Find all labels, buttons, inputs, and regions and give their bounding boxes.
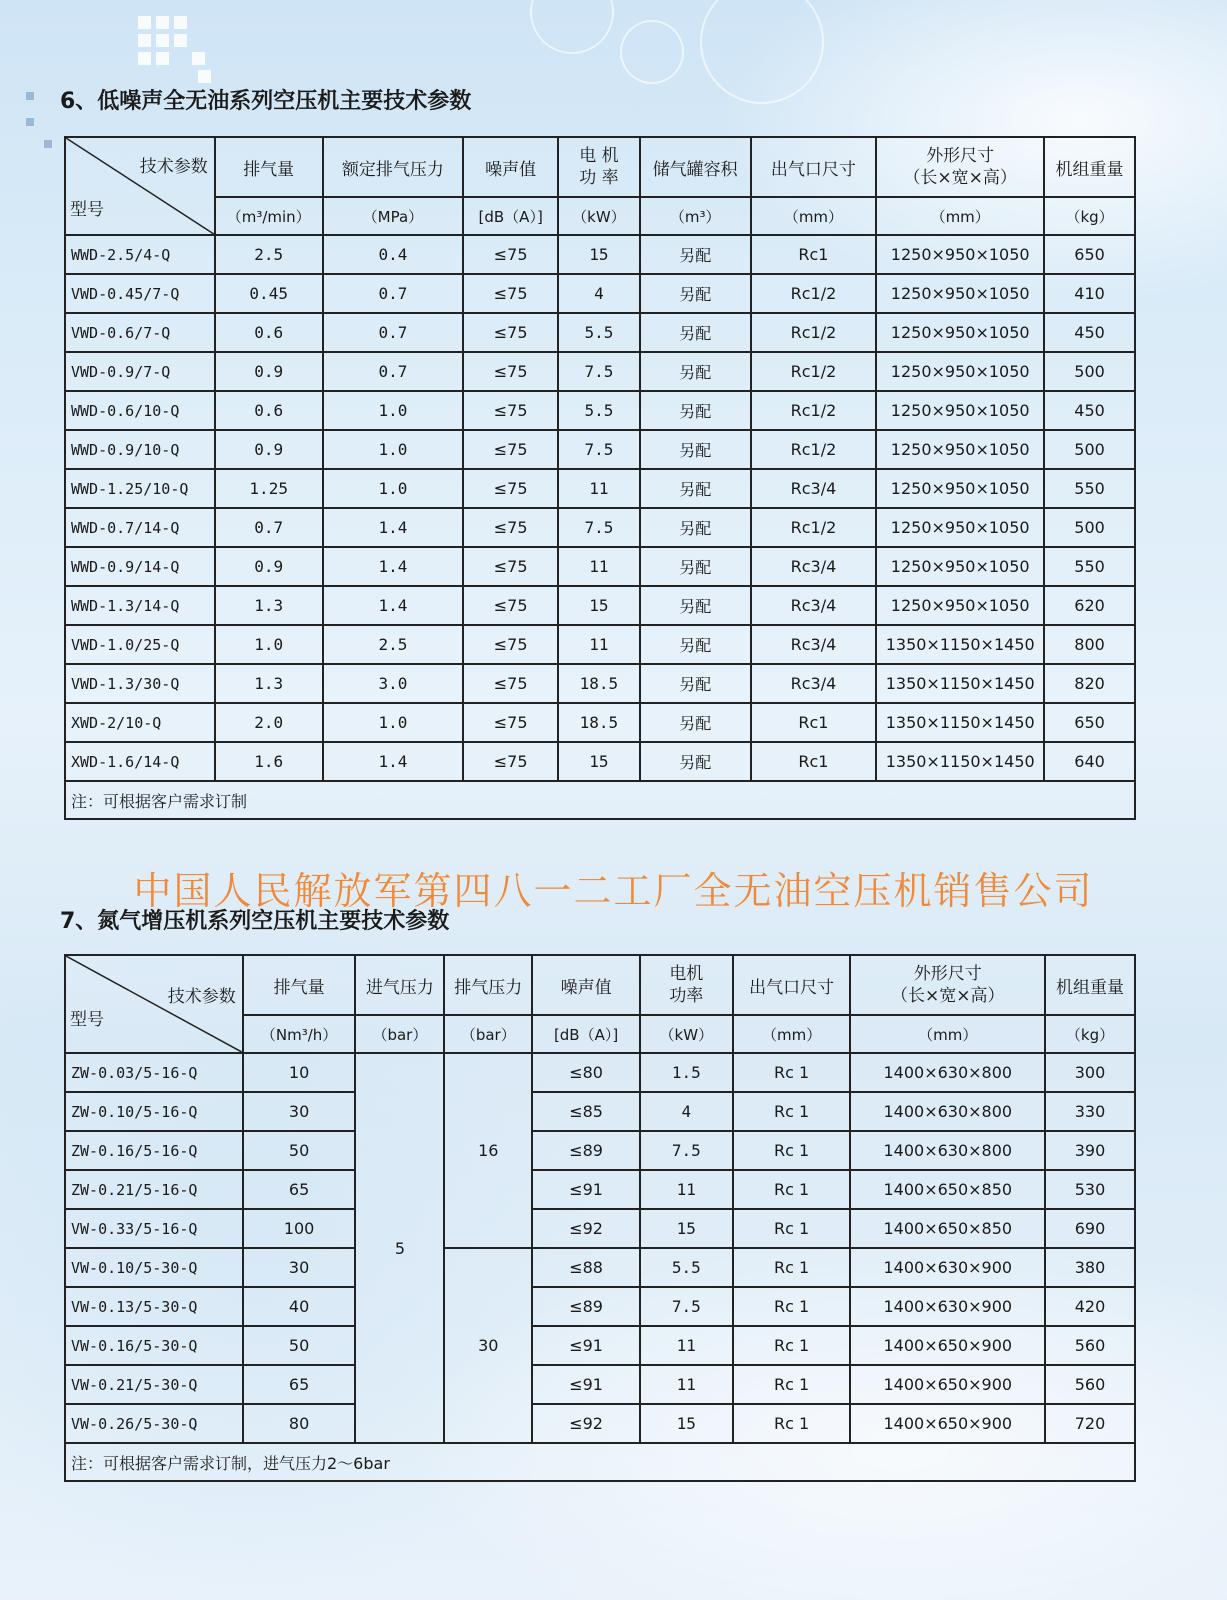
- corner-header-model-label: 型号: [70, 200, 104, 220]
- noise-cell: ≤91: [532, 1365, 640, 1404]
- decorative-bubble: [530, 0, 614, 54]
- table-row: [65, 547, 1135, 586]
- power-cell: 5.5: [558, 391, 640, 430]
- dimensions-cell: 1400×630×800: [850, 1092, 1045, 1131]
- noise-cell: ≤75: [463, 547, 558, 586]
- weight-cell: 720: [1045, 1404, 1135, 1443]
- model-cell: WWD-0.6/10-Q: [65, 391, 215, 430]
- flow-cell: 0.45: [215, 274, 323, 313]
- flow-cell: 1.0: [215, 625, 323, 664]
- unit-header: （Nm³/h）: [243, 1015, 356, 1053]
- table-row: [65, 742, 1135, 781]
- tank-cell: 另配: [640, 586, 751, 625]
- section6-corner-header: [65, 137, 215, 235]
- dimensions-cell: 1250×950×1050: [876, 586, 1044, 625]
- model-cell: WWD-1.3/14-Q: [65, 586, 215, 625]
- tank-cell: 另配: [640, 430, 751, 469]
- model-cell: WWD-0.9/14-Q: [65, 547, 215, 586]
- dimensions-cell: 1400×630×900: [850, 1287, 1045, 1326]
- section6-title: 6、低噪声全无油系列空压机主要技术参数: [60, 89, 472, 114]
- dimensions-cell: 1250×950×1050: [876, 508, 1044, 547]
- tank-cell: 另配: [640, 664, 751, 703]
- model-cell: ZW-0.16/5-16-Q: [65, 1131, 243, 1170]
- power-cell: 4: [558, 274, 640, 313]
- table-row: [65, 625, 1135, 664]
- table-row: [65, 352, 1135, 391]
- decorative-bubble: [700, 0, 824, 104]
- dimensions-cell: 1250×950×1050: [876, 274, 1044, 313]
- outlet-cell: Rc3/4: [751, 586, 877, 625]
- outlet-cell: Rc 1: [733, 1326, 851, 1365]
- column-header: 排气量: [243, 955, 356, 1015]
- tank-cell: 另配: [640, 547, 751, 586]
- outlet-cell: Rc1/2: [751, 274, 877, 313]
- flow-cell: 1.25: [215, 469, 323, 508]
- weight-cell: 800: [1044, 625, 1135, 664]
- model-cell: VW-0.13/5-30-Q: [65, 1287, 243, 1326]
- flow-cell: 10: [243, 1053, 356, 1092]
- pressure-cell: 3.0: [323, 664, 464, 703]
- flow-cell: 30: [243, 1092, 356, 1131]
- inlet-pressure-cell: 5: [355, 1053, 444, 1443]
- noise-cell: ≤85: [532, 1092, 640, 1131]
- corner-header-params-label: 技术参数: [139, 157, 208, 177]
- unit-header: （mm）: [751, 197, 877, 235]
- column-header: 机组重量: [1044, 137, 1135, 197]
- flow-cell: 0.6: [215, 313, 323, 352]
- power-cell: 7.5: [558, 352, 640, 391]
- tank-cell: 另配: [640, 742, 751, 781]
- flow-cell: 0.9: [215, 430, 323, 469]
- dimensions-cell: 1400×650×850: [850, 1170, 1045, 1209]
- column-header: 噪声值: [463, 137, 558, 197]
- noise-cell: ≤75: [463, 508, 558, 547]
- flow-cell: 50: [243, 1326, 356, 1365]
- model-cell: VWD-0.9/7-Q: [65, 352, 215, 391]
- table-row: [65, 1092, 1135, 1131]
- outlet-cell: Rc1/2: [751, 508, 877, 547]
- dimensions-cell: 1350×1150×1450: [876, 625, 1044, 664]
- column-header: 电 机 功 率: [558, 137, 640, 197]
- weight-cell: 560: [1045, 1326, 1135, 1365]
- pressure-cell: 1.4: [323, 742, 464, 781]
- model-cell: VWD-0.6/7-Q: [65, 313, 215, 352]
- weight-cell: 330: [1045, 1092, 1135, 1131]
- flow-cell: 65: [243, 1365, 356, 1404]
- power-cell: 7.5: [558, 508, 640, 547]
- decorative-square: [26, 92, 34, 100]
- unit-header: （m³）: [640, 197, 751, 235]
- weight-cell: 650: [1044, 703, 1135, 742]
- weight-cell: 500: [1044, 352, 1135, 391]
- unit-header: （mm）: [733, 1015, 851, 1053]
- dimensions-cell: 1350×1150×1450: [876, 703, 1044, 742]
- flow-cell: 1.3: [215, 664, 323, 703]
- unit-header: （kg）: [1045, 1015, 1135, 1053]
- model-cell: XWD-2/10-Q: [65, 703, 215, 742]
- weight-cell: 620: [1044, 586, 1135, 625]
- dimensions-cell: 1250×950×1050: [876, 430, 1044, 469]
- column-header: 外形尺寸 （长×宽×高）: [876, 137, 1044, 197]
- power-cell: 11: [640, 1170, 733, 1209]
- pressure-cell: 2.5: [323, 625, 464, 664]
- outlet-pressure-cell: 30: [444, 1248, 532, 1443]
- outlet-cell: Rc1/2: [751, 430, 877, 469]
- outlet-cell: Rc1/2: [751, 391, 877, 430]
- column-header: 额定排气压力: [323, 137, 464, 197]
- model-cell: VWD-1.3/30-Q: [65, 664, 215, 703]
- power-cell: 15: [640, 1404, 733, 1443]
- pressure-cell: 1.4: [323, 586, 464, 625]
- power-cell: 4: [640, 1092, 733, 1131]
- dimensions-cell: 1400×650×900: [850, 1365, 1045, 1404]
- table-row: [65, 664, 1135, 703]
- weight-cell: 650: [1044, 235, 1135, 274]
- model-cell: VW-0.10/5-30-Q: [65, 1248, 243, 1287]
- tank-cell: 另配: [640, 703, 751, 742]
- outlet-cell: Rc1/2: [751, 313, 877, 352]
- column-header: 出气口尺寸: [733, 955, 851, 1015]
- noise-cell: ≤89: [532, 1287, 640, 1326]
- unit-header: [dB（A）]: [532, 1015, 640, 1053]
- noise-cell: ≤75: [463, 313, 558, 352]
- table-row: [65, 1287, 1135, 1326]
- noise-cell: ≤75: [463, 703, 558, 742]
- noise-cell: ≤75: [463, 625, 558, 664]
- weight-cell: 500: [1044, 430, 1135, 469]
- weight-cell: 410: [1044, 274, 1135, 313]
- noise-cell: ≤75: [463, 742, 558, 781]
- flow-cell: 0.7: [215, 508, 323, 547]
- section7-spec-table: [64, 954, 1136, 1482]
- noise-cell: ≤80: [532, 1053, 640, 1092]
- flow-cell: 30: [243, 1248, 356, 1287]
- model-cell: VW-0.21/5-30-Q: [65, 1365, 243, 1404]
- dimensions-cell: 1350×1150×1450: [876, 742, 1044, 781]
- weight-cell: 450: [1044, 391, 1135, 430]
- flow-cell: 80: [243, 1404, 356, 1443]
- table-row: [65, 1053, 1135, 1092]
- power-cell: 7.5: [558, 430, 640, 469]
- dimensions-cell: 1250×950×1050: [876, 235, 1044, 274]
- model-cell: XWD-1.6/14-Q: [65, 742, 215, 781]
- power-cell: 18.5: [558, 703, 640, 742]
- noise-cell: ≤89: [532, 1131, 640, 1170]
- outlet-cell: Rc 1: [733, 1170, 851, 1209]
- model-cell: ZW-0.21/5-16-Q: [65, 1170, 243, 1209]
- noise-cell: ≤75: [463, 469, 558, 508]
- outlet-cell: Rc1/2: [751, 352, 877, 391]
- table-row: [65, 1209, 1135, 1248]
- tank-cell: 另配: [640, 625, 751, 664]
- weight-cell: 390: [1045, 1131, 1135, 1170]
- tank-cell: 另配: [640, 313, 751, 352]
- unit-header: （bar）: [444, 1015, 532, 1053]
- outlet-cell: Rc3/4: [751, 547, 877, 586]
- outlet-pressure-cell: 16: [444, 1053, 532, 1248]
- power-cell: 15: [640, 1209, 733, 1248]
- flow-cell: 65: [243, 1170, 356, 1209]
- column-header: 外形尺寸 （长×宽×高）: [850, 955, 1045, 1015]
- noise-cell: ≤75: [463, 235, 558, 274]
- flow-cell: 1.3: [215, 586, 323, 625]
- flow-cell: 2.0: [215, 703, 323, 742]
- power-cell: 11: [640, 1326, 733, 1365]
- noise-cell: ≤75: [463, 391, 558, 430]
- pressure-cell: 1.0: [323, 703, 464, 742]
- weight-cell: 500: [1044, 508, 1135, 547]
- outlet-cell: Rc 1: [733, 1053, 851, 1092]
- tank-cell: 另配: [640, 235, 751, 274]
- column-header: 噪声值: [532, 955, 640, 1015]
- outlet-cell: Rc1: [751, 703, 877, 742]
- model-cell: WWD-1.25/10-Q: [65, 469, 215, 508]
- column-header: 机组重量: [1045, 955, 1135, 1015]
- decorative-square: [26, 118, 34, 126]
- power-cell: 11: [558, 547, 640, 586]
- power-cell: 11: [640, 1365, 733, 1404]
- weight-cell: 450: [1044, 313, 1135, 352]
- unit-header: [dB（A）]: [463, 197, 558, 235]
- noise-cell: ≤75: [463, 352, 558, 391]
- weight-cell: 550: [1044, 469, 1135, 508]
- corner-header-params-label: 技术参数: [167, 987, 236, 1007]
- dimensions-cell: 1400×630×900: [850, 1248, 1045, 1287]
- weight-cell: 380: [1045, 1248, 1135, 1287]
- weight-cell: 300: [1045, 1053, 1135, 1092]
- flow-cell: 1.6: [215, 742, 323, 781]
- flow-cell: 2.5: [215, 235, 323, 274]
- column-header: 进气压力: [355, 955, 444, 1015]
- section7-title: 7、氮气增压机系列空压机主要技术参数: [60, 909, 450, 934]
- corner-header-model-label: 型号: [70, 1010, 104, 1030]
- table-row: [65, 313, 1135, 352]
- weight-cell: 530: [1045, 1170, 1135, 1209]
- pressure-cell: 1.0: [323, 469, 464, 508]
- table-row: [65, 274, 1135, 313]
- unit-header: （mm）: [850, 1015, 1045, 1053]
- table-row: [65, 703, 1135, 742]
- outlet-cell: Rc1: [751, 235, 877, 274]
- model-cell: WWD-0.9/10-Q: [65, 430, 215, 469]
- pressure-cell: 0.4: [323, 235, 464, 274]
- power-cell: 5.5: [558, 313, 640, 352]
- power-cell: 1.5: [640, 1053, 733, 1092]
- dimensions-cell: 1400×650×900: [850, 1404, 1045, 1443]
- weight-cell: 640: [1044, 742, 1135, 781]
- noise-cell: ≤92: [532, 1209, 640, 1248]
- pressure-cell: 1.0: [323, 430, 464, 469]
- pressure-cell: 0.7: [323, 352, 464, 391]
- model-cell: VW-0.26/5-30-Q: [65, 1404, 243, 1443]
- dimensions-cell: 1250×950×1050: [876, 547, 1044, 586]
- weight-cell: 420: [1045, 1287, 1135, 1326]
- outlet-cell: Rc 1: [733, 1209, 851, 1248]
- section7-corner-header: [65, 955, 243, 1053]
- power-cell: 7.5: [640, 1131, 733, 1170]
- column-header: 出气口尺寸: [751, 137, 877, 197]
- outlet-cell: Rc 1: [733, 1365, 851, 1404]
- column-header: 排气压力: [444, 955, 532, 1015]
- outlet-cell: Rc3/4: [751, 469, 877, 508]
- dimensions-cell: 1400×650×900: [850, 1326, 1045, 1365]
- table-row: [65, 235, 1135, 274]
- dimensions-cell: 1350×1150×1450: [876, 664, 1044, 703]
- weight-cell: 550: [1044, 547, 1135, 586]
- table-row: [65, 1170, 1135, 1209]
- table-row: [65, 469, 1135, 508]
- model-cell: ZW-0.03/5-16-Q: [65, 1053, 243, 1092]
- table-row: [65, 508, 1135, 547]
- power-cell: 5.5: [640, 1248, 733, 1287]
- table-row: [65, 1248, 1135, 1287]
- noise-cell: ≤88: [532, 1248, 640, 1287]
- model-cell: VWD-0.45/7-Q: [65, 274, 215, 313]
- table-row: [65, 1326, 1135, 1365]
- tank-cell: 另配: [640, 508, 751, 547]
- weight-cell: 560: [1045, 1365, 1135, 1404]
- section6-note: 注：可根据客户需求订制: [65, 781, 1135, 819]
- column-header: 储气罐容积: [640, 137, 751, 197]
- table-row: [65, 430, 1135, 469]
- dimensions-cell: 1250×950×1050: [876, 469, 1044, 508]
- flow-cell: 0.6: [215, 391, 323, 430]
- power-cell: 18.5: [558, 664, 640, 703]
- dimensions-cell: 1400×630×800: [850, 1053, 1045, 1092]
- section7-note: 注：可根据客户需求订制，进气压力2～6bar: [65, 1443, 1135, 1481]
- unit-header: （kW）: [640, 1015, 733, 1053]
- pressure-cell: 0.7: [323, 274, 464, 313]
- power-cell: 11: [558, 625, 640, 664]
- section6-spec-table: [64, 136, 1136, 820]
- flow-cell: 100: [243, 1209, 356, 1248]
- table-row: [65, 1365, 1135, 1404]
- dimensions-cell: 1400×630×800: [850, 1131, 1045, 1170]
- table-row: [65, 1131, 1135, 1170]
- table-row: [65, 1404, 1135, 1443]
- table-row: [65, 586, 1135, 625]
- outlet-cell: Rc 1: [733, 1248, 851, 1287]
- flow-cell: 40: [243, 1287, 356, 1326]
- unit-header: （kW）: [558, 197, 640, 235]
- flow-cell: 0.9: [215, 547, 323, 586]
- dimensions-cell: 1400×650×850: [850, 1209, 1045, 1248]
- noise-cell: ≤75: [463, 586, 558, 625]
- outlet-cell: Rc1: [751, 742, 877, 781]
- power-cell: 15: [558, 586, 640, 625]
- dimensions-cell: 1250×950×1050: [876, 313, 1044, 352]
- flow-cell: 50: [243, 1131, 356, 1170]
- table-row: [65, 391, 1135, 430]
- tank-cell: 另配: [640, 274, 751, 313]
- power-cell: 15: [558, 235, 640, 274]
- model-cell: WWD-2.5/4-Q: [65, 235, 215, 274]
- model-cell: VW-0.33/5-16-Q: [65, 1209, 243, 1248]
- unit-header: （m³/min）: [215, 197, 323, 235]
- unit-header: （bar）: [355, 1015, 444, 1053]
- noise-cell: ≤92: [532, 1404, 640, 1443]
- outlet-cell: Rc 1: [733, 1131, 851, 1170]
- tank-cell: 另配: [640, 391, 751, 430]
- power-cell: 11: [558, 469, 640, 508]
- power-cell: 7.5: [640, 1287, 733, 1326]
- weight-cell: 690: [1045, 1209, 1135, 1248]
- pressure-cell: 1.4: [323, 547, 464, 586]
- unit-header: （kg）: [1044, 197, 1135, 235]
- unit-header: （MPa）: [323, 197, 464, 235]
- column-header: 电机 功率: [640, 955, 733, 1015]
- tank-cell: 另配: [640, 469, 751, 508]
- decorative-square: [44, 140, 52, 148]
- flow-cell: 0.9: [215, 352, 323, 391]
- dimensions-cell: 1250×950×1050: [876, 352, 1044, 391]
- noise-cell: ≤75: [463, 430, 558, 469]
- power-cell: 15: [558, 742, 640, 781]
- model-cell: VW-0.16/5-30-Q: [65, 1326, 243, 1365]
- unit-header: （mm）: [876, 197, 1044, 235]
- tank-cell: 另配: [640, 352, 751, 391]
- noise-cell: ≤91: [532, 1326, 640, 1365]
- outlet-cell: Rc 1: [733, 1287, 851, 1326]
- outlet-cell: Rc3/4: [751, 625, 877, 664]
- noise-cell: ≤91: [532, 1170, 640, 1209]
- pressure-cell: 1.4: [323, 508, 464, 547]
- pressure-cell: 1.0: [323, 391, 464, 430]
- model-cell: VWD-1.0/25-Q: [65, 625, 215, 664]
- decorative-bubble: [620, 20, 684, 84]
- outlet-cell: Rc3/4: [751, 664, 877, 703]
- noise-cell: ≤75: [463, 274, 558, 313]
- column-header: 排气量: [215, 137, 323, 197]
- weight-cell: 820: [1044, 664, 1135, 703]
- pressure-cell: 0.7: [323, 313, 464, 352]
- outlet-cell: Rc 1: [733, 1092, 851, 1131]
- model-cell: ZW-0.10/5-16-Q: [65, 1092, 243, 1131]
- company-banner: 中国人民解放军第四八一二工厂全无油空压机销售公司: [133, 869, 1094, 913]
- model-cell: WWD-0.7/14-Q: [65, 508, 215, 547]
- dimensions-cell: 1250×950×1050: [876, 391, 1044, 430]
- outlet-cell: Rc 1: [733, 1404, 851, 1443]
- noise-cell: ≤75: [463, 664, 558, 703]
